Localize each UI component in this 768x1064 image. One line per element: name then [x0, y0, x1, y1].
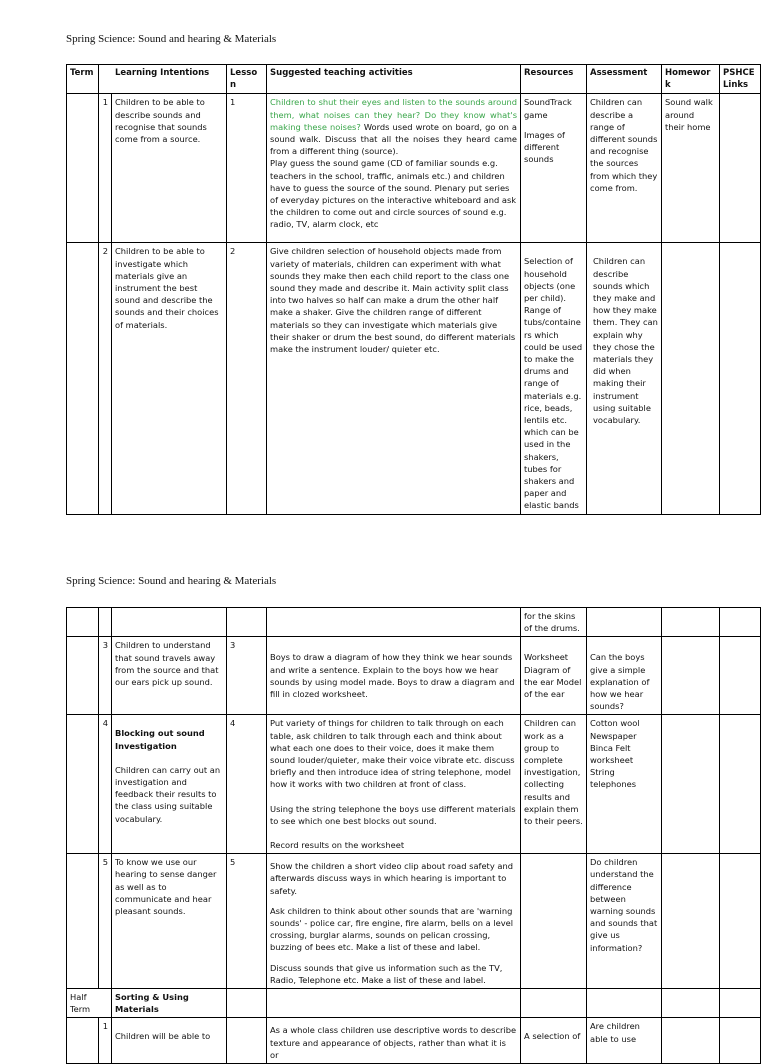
section-title: Sorting & Using Materials	[112, 989, 227, 1018]
lesson-plan-table	[66, 64, 761, 515]
learning-intention: Children to understand that sound travels away from the source and that our ears pick up sound.	[112, 637, 227, 715]
lesson-plan-table	[66, 607, 761, 1064]
assessment-cell: Do children understand the difference between warning sounds and sounds that give us information?	[587, 854, 662, 989]
header-resources: Resources	[521, 65, 587, 94]
page-title: Spring Science: Sound and hearing & Materials	[66, 575, 277, 587]
teaching-activities	[267, 94, 521, 243]
header-learning-intentions: Learning Intentions	[99, 65, 227, 94]
lesson-number: 5	[227, 854, 267, 989]
resources-cell: Worksheet Diagram of the ear Model of the ear	[521, 637, 587, 715]
table-row	[67, 608, 761, 637]
table-row	[67, 715, 761, 854]
header-term: Term	[67, 65, 99, 94]
lesson-number: 1	[227, 94, 267, 243]
header-assessment: Assessment	[587, 65, 662, 94]
half-term-cell: Half Term	[67, 989, 112, 1018]
header-activities: Suggested teaching activities	[267, 65, 521, 94]
lesson-number: 2	[227, 243, 267, 514]
activity-paragraph: Record results on the worksheet	[270, 840, 405, 851]
header-pshce: PSHCE Links	[720, 65, 761, 94]
activity-paragraph: Using the string telephone the boys use different materials to see which one best blocks out sound.	[270, 803, 516, 826]
activity-paragraph: Put variety of things for children to talk through on each table, ask children to talk through each and think about what each one does to their voice, does it make them sound louder/quieter, make their voice vibrate etc. discuss briefly and then introduce idea of string telephone, model how it works with two children at front of class.	[270, 718, 515, 790]
homework-cell	[662, 637, 720, 715]
learning-text: Children can carry out an investigation and feedback their results to the class using suitable vocabulary.	[115, 764, 221, 824]
activity-paragraph: Ask children to think about other sounds that are 'warning sounds' - police car, fire engine, fire alarm, bells on a level crossing, burglar alarms, sounds on pelican crossing, buzzing of bees etc. Make a list of these and label.	[270, 905, 514, 953]
term-cell	[67, 637, 99, 715]
header-homework: Homework	[662, 65, 720, 94]
resources-cell: for the skins of the drums.	[521, 608, 587, 637]
pshce-cell	[720, 243, 761, 514]
learning-intention: Children to be able to investigate which materials give an instrument the best sound and describe the sounds and their choices of materials.	[112, 243, 227, 514]
pshce-cell	[720, 715, 761, 854]
table-row	[67, 989, 761, 1018]
row-number: 1	[99, 94, 112, 243]
row-number: 2	[99, 243, 112, 514]
assessment-cell: Are children able to use	[587, 1018, 662, 1064]
term-cell	[67, 1018, 99, 1064]
teaching-activities	[267, 715, 521, 854]
table-row	[67, 637, 761, 715]
resource-item: SoundTrack game	[524, 97, 572, 120]
resources-cell: Selection of household objects (one per child). Range of tubs/containers which could be used to make the drums and range of materials e.g. rice, beads, lentils etc. which can be used in the shakers, tubes for shakers and paper and elastic bands	[521, 243, 587, 514]
row-number: 1	[99, 1018, 112, 1064]
pshce-cell	[720, 1018, 761, 1064]
term-cell	[67, 243, 99, 514]
assessment-cell: Children can describe sounds which they make and how they make them. They can explain why they chose the materials they did when making their instrument using suitable vocabulary.	[587, 243, 662, 514]
header-lesson: Lesson	[227, 65, 267, 94]
lesson-number: 3	[227, 637, 267, 715]
table-header-row	[67, 65, 761, 94]
homework-cell	[662, 715, 720, 854]
resources-cell: A selection of	[521, 1018, 587, 1064]
resources-cell	[521, 854, 587, 989]
teaching-activities: As a whole class children use descriptive words to describe texture and appearance of objects, rather than what it is or	[267, 1018, 521, 1064]
activity-paragraph: Show the children a short video clip about road safety and afterwards discuss ways in which hearing is important to safety.	[270, 861, 513, 896]
row-number: 5	[99, 854, 112, 989]
resources-cell: Children can work as a group to complete investigation, collecting results and explain them to their peers.	[521, 715, 587, 854]
row-number: 4	[99, 715, 112, 854]
assessment-cell: Can the boys give a simple explanation of how we hear sounds?	[587, 637, 662, 715]
table-row	[67, 854, 761, 989]
activity-intro-green: Children to shut their eyes and listen to the sounds around them, what noises can they hear? Do they know what's making these noises?	[270, 97, 518, 132]
teaching-activities	[267, 854, 521, 989]
homework-cell	[662, 243, 720, 514]
learning-intention: To know we use our hearing to sense danger as well as to communicate and hear pleasant sounds.	[112, 854, 227, 989]
page-title: Spring Science: Sound and hearing & Materials	[66, 33, 277, 45]
lesson-number: 4	[227, 715, 267, 854]
table-row	[67, 243, 761, 514]
teaching-activities: Give children selection of household objects made from variety of materials, children can experiment with what sounds they make then each child report to the class one sound they made and describe it. Main activity split class into two halves so half can make a drum the other half make a shaker. Give the children range of different materials so they can investigate which materials give their shaker or drum the best sound, do different materials make the instrument louder/ quieter etc.	[267, 243, 521, 514]
homework-cell: Sound walk around their home	[662, 94, 720, 243]
investigation-title: Blocking out sound Investigation	[115, 728, 205, 751]
learning-intention: Children to be able to describe sounds and recognise that sounds come from a source.	[112, 94, 227, 243]
assessment-cell: Cotton wool Newspaper Binca Felt worksheet String telephones	[587, 715, 662, 854]
table-row	[67, 1018, 761, 1064]
learning-intention: Children will be able to	[112, 1018, 227, 1064]
pshce-cell	[720, 94, 761, 243]
teaching-activities: Boys to draw a diagram of how they think we hear sounds and write a sentence. Explain to the boys how we hear sounds by using model made. Boys to draw a diagram and fill in clozed worksheet.	[267, 637, 521, 715]
pshce-cell	[720, 637, 761, 715]
term-cell	[67, 854, 99, 989]
activity-paragraph: Discuss sounds that give us information such as the TV, Radio, Telephone etc. Make a list of these and label.	[270, 962, 503, 985]
term-cell	[67, 715, 99, 854]
homework-cell	[662, 1018, 720, 1064]
table-row	[67, 94, 761, 243]
resources-cell	[521, 94, 587, 243]
learning-intention	[112, 715, 227, 854]
activity-paragraph: Play guess the sound game (CD of familiar sounds e.g. teachers in the school, traffic, animals etc.) and children have to guess the source of the sound. Plenary put series of everyday pictures on the interactive whiteboard and ask the children to come out and circle sources of sound e.g. radio, TV, alarm clock, etc	[270, 158, 517, 230]
homework-cell	[662, 854, 720, 989]
assessment-cell: Children can describe a range of different sounds and recognise the sources from which they come from.	[587, 94, 662, 243]
term-cell	[67, 94, 99, 243]
resource-item: Images of different sounds	[524, 129, 565, 165]
lesson-number	[227, 1018, 267, 1064]
activity-text: Words used wrote on board, go on a sound walk. Discuss that all the noises they heard came from a different thing (source).	[270, 121, 518, 157]
pshce-cell	[720, 854, 761, 989]
row-number: 3	[99, 637, 112, 715]
